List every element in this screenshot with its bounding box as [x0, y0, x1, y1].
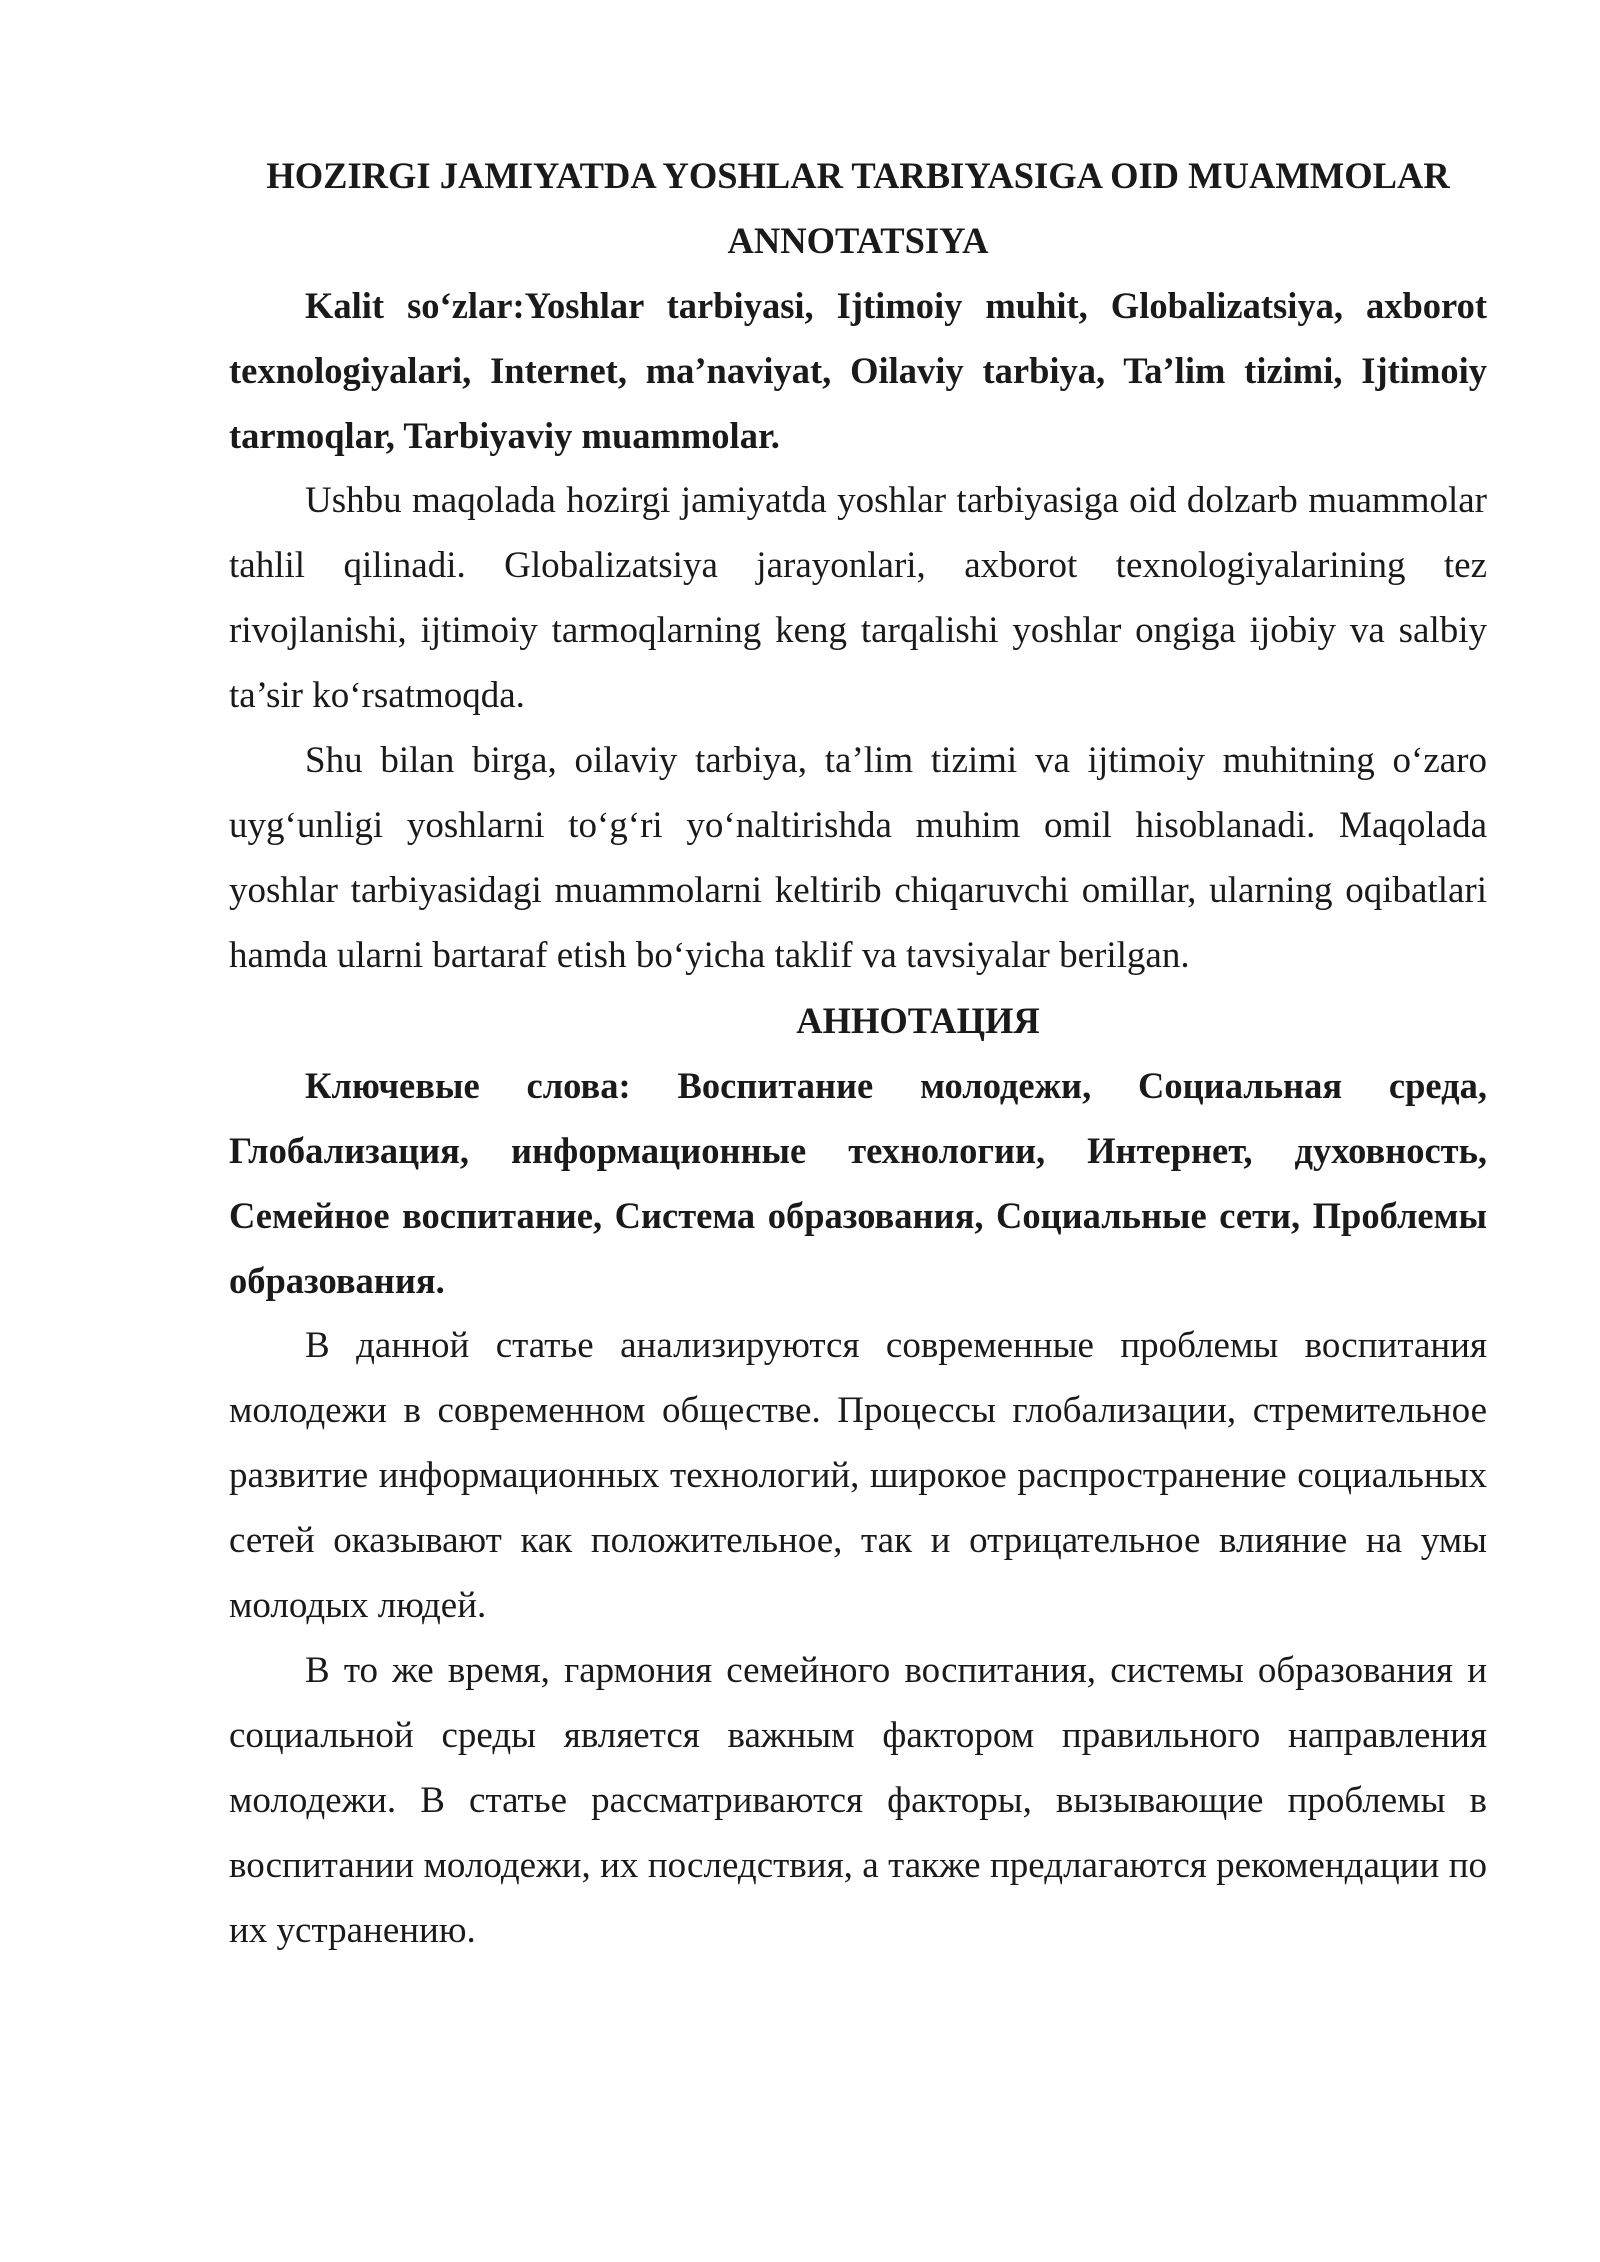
uz-keywords-label: Kalit so‘zlar:: [305, 285, 525, 326]
uz-keywords: [229, 273, 1487, 468]
ru-keywords-label: Ключевые слова:: [305, 1065, 678, 1106]
ru-keywords: [229, 1053, 1487, 1313]
uz-keywords-text: Yoshlar tarbiyasi, Ijtimoiy muhit, Globalizatsiya, axborot texnologiyalari, Internet, ma’naviyat, Oilaviy tarbiya, Ta’lim tizimi, Ijtimoiy tarmoqlar, Tarbiyaviy muammolar.: [229, 285, 1487, 456]
uz-paragraph-2: Shu bilan birga, oilaviy tarbiya, ta’lim tizimi va ijtimoiy muhitning o‘zaro uyg‘unligi yoshlarni to‘g‘ri yo‘naltirishda muhim omil hisoblanadi. Maqolada yoshlar tarbiyasidagi muammolarni keltirib chiqaruvchi omillar, ularning oqibatlari hamda ularni bartaraf etish bo‘yicha taklif va tavsiyalar berilgan.: [229, 740, 1487, 976]
document-title: HOZIRGI JAMIYATDA YOSHLAR TARBIYASIGA OID MUAMMOLAR: [266, 155, 1450, 196]
ru-keywords-text: Воспитание молодежи, Социальная среда, Глобализация, информационные технологии, Интернет, духовность, Семейное воспитание, Система образования, Социальные сети, Проблемы образования.: [229, 1065, 1487, 1301]
ru-annotation-heading: АННОТАЦИЯ: [796, 1000, 1040, 1041]
ru-paragraph-1: В данной статье анализируются современные проблемы воспитания молодежи в современном обществе. Процессы глобализации, стремительное развитие информационных технологий, широкое распространение социальных сетей оказывают как положительное, так и отрицательное влияние на умы молодых людей.: [229, 1325, 1487, 1626]
document-body: [229, 143, 1487, 1963]
uz-annotation-heading: ANNOTATSIYA: [727, 220, 989, 261]
uz-paragraph-1: Ushbu maqolada hozirgi jamiyatda yoshlar tarbiyasiga oid dolzarb muammolar tahlil qilinadi. Globalizatsiya jarayonlari, axborot texnologiyalarining tez rivojlanishi, ijtimoiy tarmoqlarning keng tarqalishi yoshlar ongiga ijobiy va salbiy ta’sir ko‘rsatmoqda.: [229, 480, 1487, 716]
ru-paragraph-2: В то же время, гармония семейного воспитания, системы образования и социальной среды является важным фактором правильного направления молодежи. В статье рассматриваются факторы, вызывающие проблемы в воспитании молодежи, их последствия, а также предлагаются рекомендации по их устранению.: [229, 1650, 1487, 1951]
